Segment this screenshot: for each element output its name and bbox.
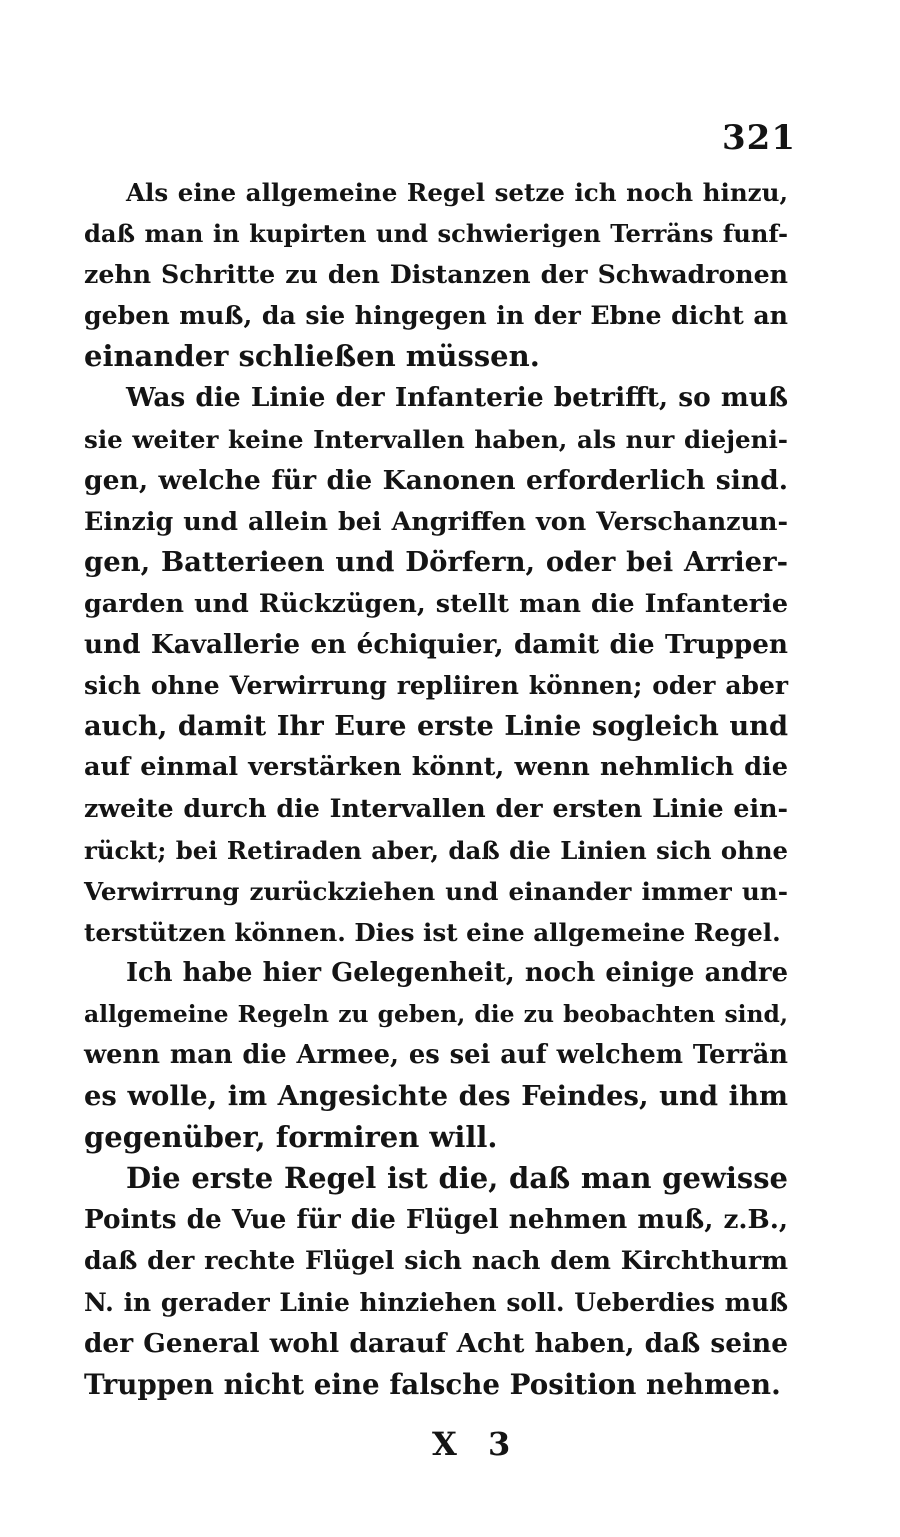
text-line: zehn Schritte zu den Distanzen der Schwadronen xyxy=(84,259,788,290)
text-line: und Kavallerie en échiquier, damit die Truppen xyxy=(84,629,788,661)
text-line: daß man in kupirten und schwierigen Terräns funf- xyxy=(84,219,788,249)
text-line: gegenüber, formiren will. xyxy=(84,1120,498,1155)
text-line: daß der rechte Flügel sich nach dem Kirchthurm xyxy=(84,1245,788,1276)
text-line: Was die Linie der Infanterie betrifft, so muß xyxy=(126,382,788,414)
text-line: N. in gerader Linie hinziehen soll. Ueberdies muß xyxy=(84,1287,788,1317)
text-line: gen, welche für die Kanonen erforderlich sind. xyxy=(84,464,788,496)
body-text xyxy=(84,172,788,1405)
text-line: terstützen können. Dies ist eine allgemeine Regel. xyxy=(84,917,781,947)
text-line: allgemeine Regeln zu geben, die zu beobachten sind, xyxy=(84,999,788,1028)
text-line: Ich habe hier Gelegenheit, noch einige andre xyxy=(126,957,788,988)
text-line: auch, damit Ihr Eure erste Linie sogleich und xyxy=(84,710,788,743)
text-line: der General wohl darauf Acht haben, daß seine xyxy=(84,1327,788,1359)
text-line: einander schließen müssen. xyxy=(84,339,540,374)
page-number: 321 xyxy=(722,118,796,158)
text-line: auf einmal verstärken könnt, wenn nehmlich die xyxy=(84,752,788,783)
text-line: sich ohne Verwirrung repliiren können; oder aber xyxy=(84,671,788,701)
text-line: zweite durch die Intervallen der ersten Linie ein- xyxy=(84,793,788,824)
text-line: wenn man die Armee, es sei auf welchem Terrän xyxy=(84,1039,788,1070)
text-line: geben muß, da sie hingegen in der Ebne dicht an xyxy=(84,300,788,331)
text-line: Truppen nicht eine falsche Position nehmen. xyxy=(84,1367,781,1401)
text-line: Als eine allgemeine Regel setze ich noch hinzu, xyxy=(126,178,788,207)
text-line: garden und Rückzügen, stellt man die Infanterie xyxy=(84,587,788,618)
text-line: Einzig und allein bei Angriffen von Verschanzun- xyxy=(84,505,788,536)
text-line: rückt; bei Retiraden aber, daß die Linien sich ohne xyxy=(84,835,788,865)
text-line: gen, Batterieen und Dörfern, oder bei Arrier- xyxy=(84,545,788,578)
signature-mark: X 3 xyxy=(432,1425,521,1463)
text-line: Points de Vue für die Flügel nehmen muß, z.B., xyxy=(84,1204,788,1236)
text-line: Die erste Regel ist die, daß man gewisse xyxy=(126,1161,788,1196)
text-line: Verwirrung zurückziehen und einander immer un- xyxy=(84,876,788,906)
text-line: es wolle, im Angesichte des Feindes, und ihm xyxy=(84,1080,788,1113)
text-line: sie weiter keine Intervallen haben, als nur diejeni- xyxy=(84,424,788,454)
